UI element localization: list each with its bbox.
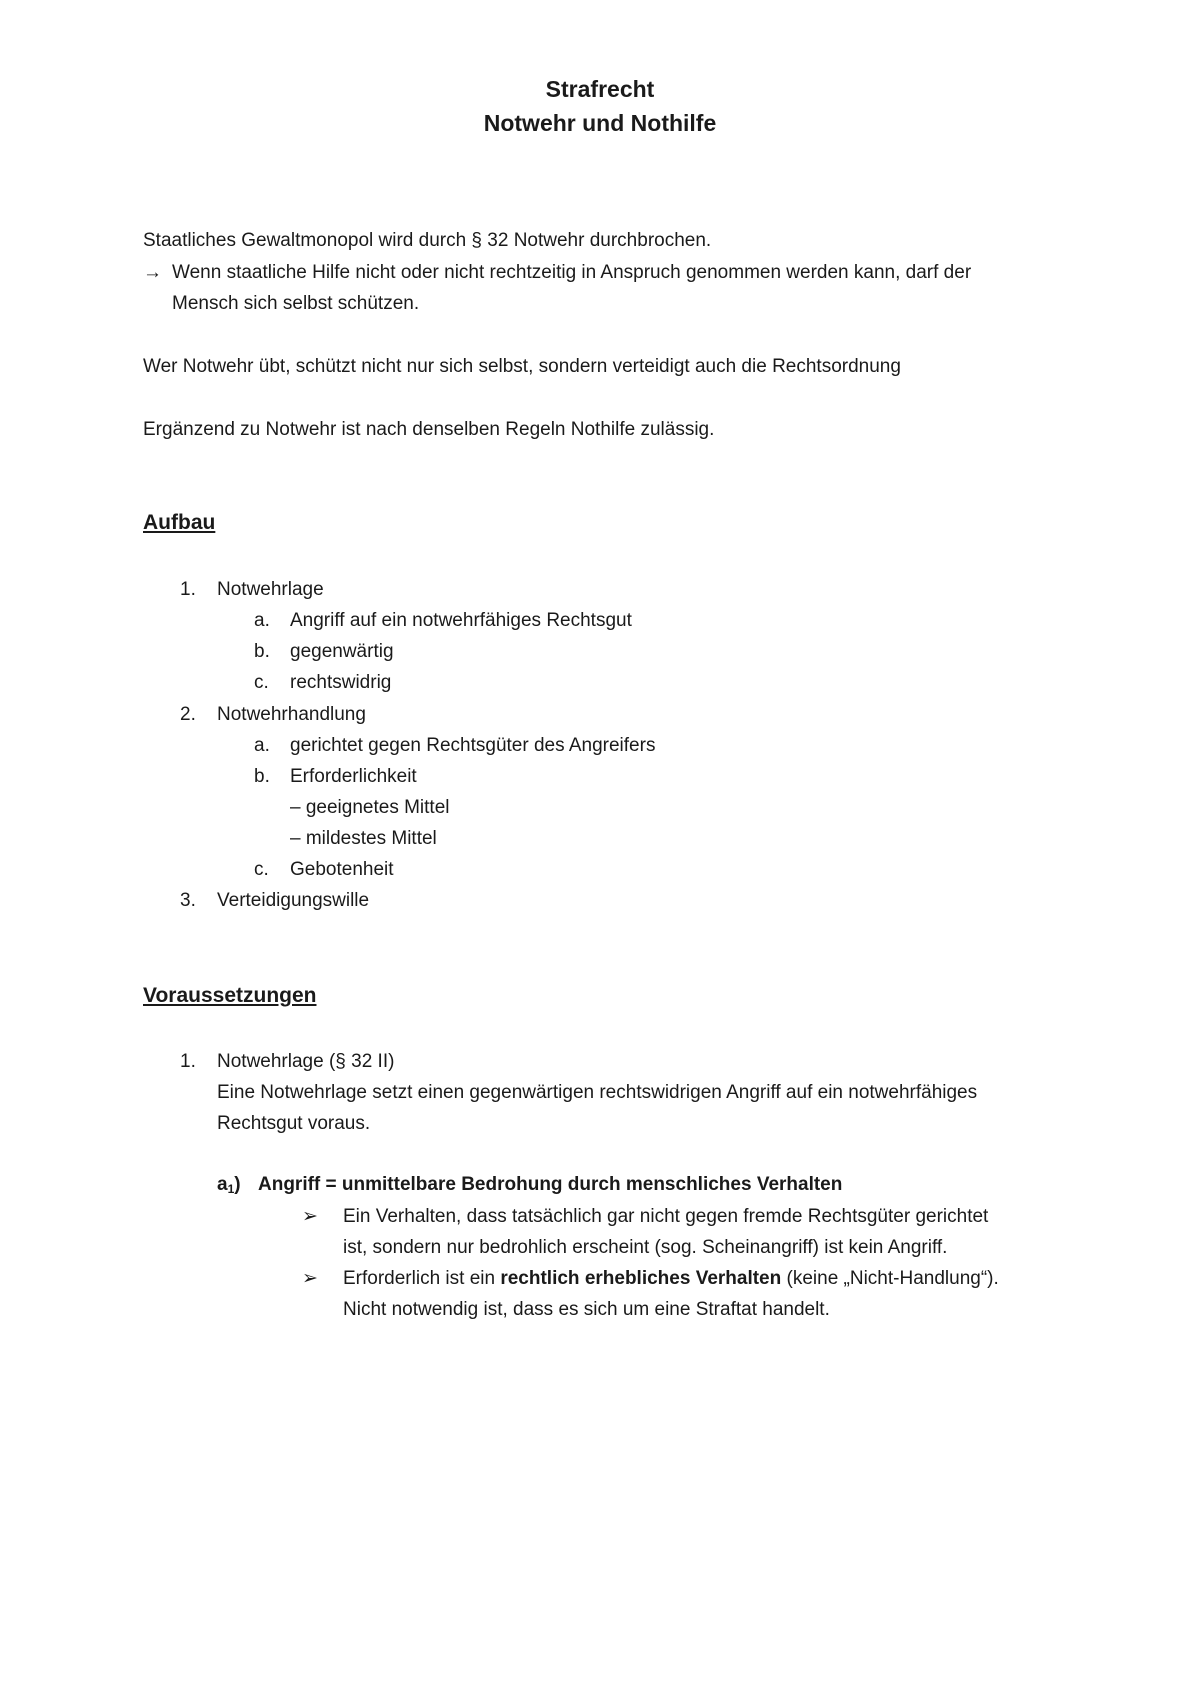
list-letter: b. (254, 641, 270, 662)
list-letter: c. (254, 859, 269, 880)
list-item: – geeignetes Mittel (290, 797, 450, 818)
intro-paragraph-2-line-1: Wenn staatliche Hilfe nicht oder nicht rechtzeitig in Anspruch genommen werden kann, darf der (172, 262, 972, 283)
list-item: gerichtet gegen Rechtsgüter des Angreifers (290, 735, 656, 756)
list-item: Notwehrlage (217, 579, 324, 600)
list-letter: c. (254, 672, 269, 693)
voraussetzung-text-line-2: Rechtsgut voraus. (217, 1113, 371, 1134)
subsection-heading: Angriff = unmittelbare Bedrohung durch menschliches Verhalten (258, 1174, 843, 1195)
list-item: Erforderlichkeit (290, 766, 417, 787)
arrowhead-bullet-icon: ➢ (302, 1268, 318, 1289)
voraussetzung-label: Notwehrlage (§ 32 II) (217, 1051, 395, 1072)
document-subtitle: Notwehr und Nothilfe (483, 110, 717, 136)
list-number: 3. (180, 890, 196, 911)
bullet-text-line: Erforderlich ist ein rechtlich erhebliches Verhalten (keine „Nicht-Handlung“). (343, 1268, 999, 1289)
list-item: Gebotenheit (290, 859, 394, 880)
intro-paragraph-3: Wer Notwehr übt, schützt nicht nur sich selbst, sondern verteidigt auch die Rechtsordnung (143, 356, 901, 377)
intro-paragraph-1: Staatliches Gewaltmonopol wird durch § 32 Notwehr durchbrochen. (143, 230, 712, 251)
list-letter: a. (254, 610, 270, 631)
document-title: Strafrecht (545, 76, 655, 102)
list-number: 1. (180, 579, 196, 600)
section-heading-voraussetzungen: Voraussetzungen (143, 984, 317, 1007)
bullet-text-line: Ein Verhalten, dass tatsächlich gar nicht gegen fremde Rechtsgüter gerichtet (343, 1206, 989, 1227)
arrowhead-bullet-icon: ➢ (302, 1206, 318, 1227)
list-item: Notwehrhandlung (217, 704, 366, 725)
list-item: Verteidigungswille (217, 890, 370, 911)
section-heading-aufbau: Aufbau (143, 511, 216, 534)
list-item: Angriff auf ein notwehrfähiges Rechtsgut (290, 610, 632, 631)
intro-paragraph-4: Ergänzend zu Notwehr ist nach denselben Regeln Nothilfe zulässig. (143, 419, 715, 440)
list-item: – mildestes Mittel (290, 828, 437, 849)
intro-paragraph-2-line-2: Mensch sich selbst schützen. (172, 293, 420, 314)
bullet-text-line: ist, sondern nur bedrohlich erscheint (sog. Scheinangriff) ist kein Angriff. (343, 1237, 948, 1258)
subsection-label: $a_1$) (217, 1174, 241, 1196)
list-item: rechtswidrig (290, 672, 392, 693)
voraussetzung-text-line-1: Eine Notwehrlage setzt einen gegenwärtigen rechtswidrigen Angriff auf ein notwehrfähiges (217, 1082, 978, 1103)
list-number: 2. (180, 704, 196, 725)
list-item: gegenwärtig (290, 641, 394, 662)
list-letter: b. (254, 766, 270, 787)
bullet-text-line: Nicht notwendig ist, dass es sich um eine Straftat handelt. (343, 1299, 830, 1320)
list-number: 1. (180, 1051, 196, 1072)
list-letter: a. (254, 735, 270, 756)
arrow-icon: → (143, 262, 162, 283)
